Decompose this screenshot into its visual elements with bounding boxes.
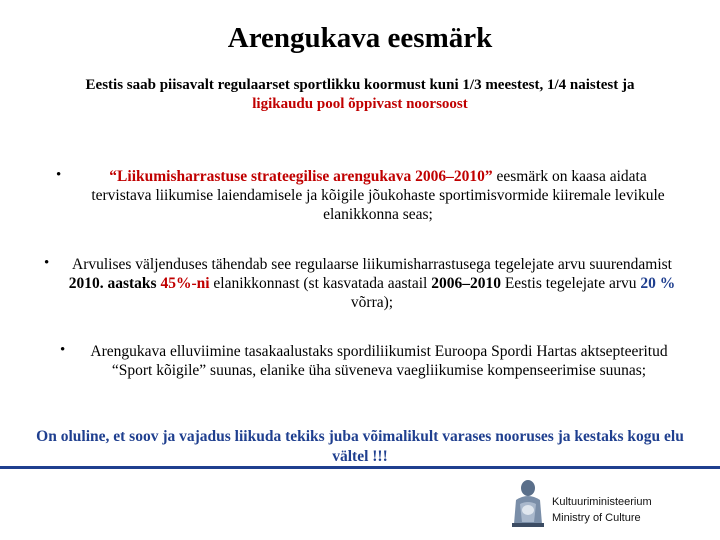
- ministry-name-et: Kultuuriministeerium: [552, 496, 652, 508]
- bullet-1-text: eesmärk on kaasa aidata tervistava liikumise laiendamisele ja kõigile jõukohaste sportimisvormide kiiremale levikule elanikkonna seas;: [91, 168, 665, 223]
- bullet-2-part2: elanikkonnast (st kasvatada aastail: [209, 275, 432, 292]
- intro-line2: ligikaudu pool õppivast noorsoost: [252, 96, 468, 112]
- bullet-2-part1: Arvulises väljenduses tähendab see regulaarse liikumisharrastusega tegelejate arvu suurendamist: [72, 256, 672, 273]
- bullet-2-percent: 45%-ni: [156, 275, 210, 292]
- footer-divider: [0, 466, 720, 469]
- ministry-statue-logo-icon: [508, 478, 548, 528]
- intro-text: [30, 76, 690, 114]
- bullet-2-year: 2010. aastaks: [68, 275, 157, 292]
- strategy-title: “Liikumisharrastuse strateegilise arengukava 2006–2010”: [109, 168, 493, 185]
- ministry-name: [552, 494, 652, 526]
- bullet-2-period: 2006–2010: [431, 275, 501, 292]
- conclusion-text: On oluline, et soov ja vajadus liikuda tekiks juba võimalikult varases nooruses ja kestaks kogu elu vältel !!!: [36, 428, 684, 465]
- bullet-3: Arengukava elluviimine tasakaalustaks spordiliikumist Euroopa Spordi Hartas aktsepteeritud “Sport kõigile” suunas, elanike üha süveneva vaegliikumise kompenseerimise suunas;: [90, 343, 668, 379]
- bullet-marker-2: •: [44, 255, 50, 271]
- bullet-2-part3: Eestis tegelejate arvu: [500, 275, 641, 292]
- bullet-2-part4: võrra);: [350, 294, 394, 311]
- bullet-1: [78, 167, 678, 224]
- ministry-name-en: Ministry of Culture: [552, 512, 641, 524]
- bullet-marker-1: •: [56, 167, 62, 183]
- bullet-2: [62, 255, 682, 312]
- intro-line1: Eestis saab piisavalt regulaarset sportlikku koormust kuni 1/3 meestest, 1/4 naistest ja: [85, 77, 635, 93]
- bullet-2-increase: 20 %: [640, 275, 676, 292]
- bullet-marker-3: •: [60, 342, 66, 358]
- slide-title: Arengukava eesmärk: [227, 22, 493, 54]
